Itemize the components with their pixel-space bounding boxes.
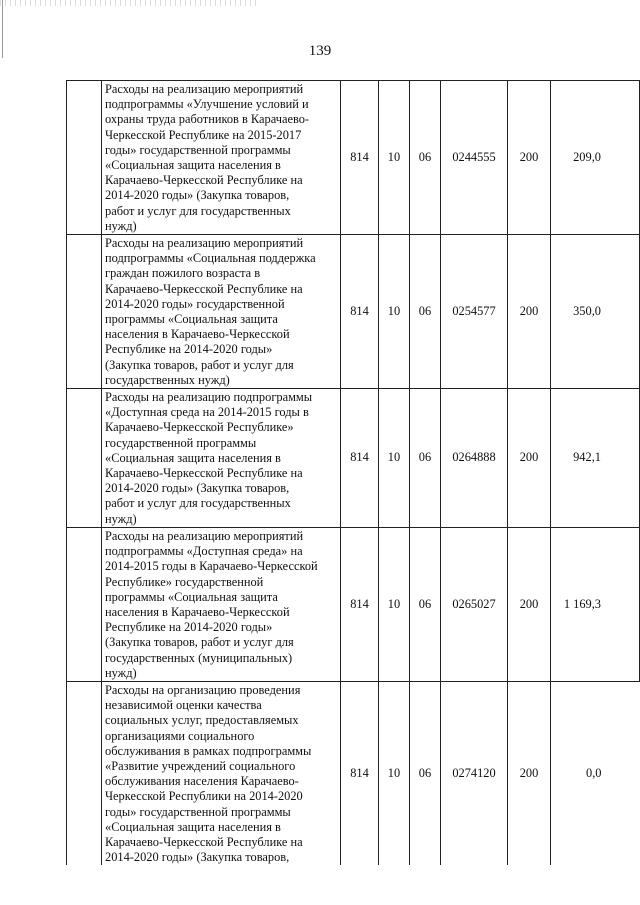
subsection-cell: 06 (410, 81, 441, 235)
admin-code-cell: 814 (341, 81, 379, 235)
table-row (67, 81, 640, 235)
amount-cell: 0,0 (551, 681, 640, 865)
description-line: работ и услуг для государственных (105, 203, 291, 218)
description-line: 2014-2015 годы в Карачаево-Черкесской (105, 559, 318, 574)
description-line: Расходы на организацию проведения (105, 682, 301, 697)
subsection-cell: 06 (410, 681, 441, 865)
expense-description-cell (102, 235, 341, 389)
admin-code-cell: 814 (341, 389, 379, 528)
description-line: подпрограммы «Доступная среда» на (105, 544, 303, 559)
amount-cell: 209,0 (551, 81, 640, 235)
description-line: «Доступная среда на 2014-2015 годы в (105, 405, 309, 420)
description-line: нужд) (105, 218, 137, 233)
description-line: Республике на 2014-2020 годы» (105, 342, 273, 357)
section-cell: 10 (379, 389, 410, 528)
description-line: социальных услуг, предоставляемых (105, 713, 299, 728)
description-line: годы» государственной программы (105, 804, 291, 819)
description-line: Карачаево-Черкесской Республике на (105, 834, 303, 849)
description-line: населения в Карачаево-Черкесской (105, 604, 290, 619)
description-line: Расходы на реализацию мероприятий (105, 82, 304, 96)
expense-description-cell (102, 389, 341, 528)
table-body (67, 81, 640, 866)
expense-type-cell: 200 (508, 681, 551, 865)
section-cell: 10 (379, 527, 410, 681)
description-line: «Социальная защита населения в (105, 158, 281, 173)
description-line: (Закупка товаров, работ и услуг для (105, 635, 294, 650)
description-line: граждан пожилого возраста в (105, 266, 261, 281)
description-line: Черкесской Республики на 2014-2020 (105, 789, 303, 804)
description-line: государственной программы (105, 435, 257, 450)
target-code-cell: 0254577 (441, 235, 508, 389)
admin-code-cell: 814 (341, 527, 379, 681)
table-row (67, 235, 640, 389)
scan-artifact (0, 0, 260, 6)
target-code-cell: 0274120 (441, 681, 508, 865)
description-line: Черкесской Республике на 2015-2017 (105, 127, 302, 142)
subsection-cell: 06 (410, 389, 441, 528)
admin-code-cell: 814 (341, 681, 379, 865)
description-line: программы «Социальная защита (105, 589, 278, 604)
description-line: подпрограммы «Улучшение условий и (105, 97, 309, 112)
page-number: 139 (308, 43, 332, 59)
row-number-cell (67, 527, 102, 681)
description-line: «Социальная защита населения в (105, 450, 281, 465)
expense-description-cell (102, 81, 341, 235)
amount-cell: 942,1 (551, 389, 640, 528)
description-line: нужд) (105, 511, 137, 526)
expense-type-cell: 200 (508, 527, 551, 681)
description-line: «Социальная защита населения в (105, 819, 281, 834)
expense-description-cell (102, 681, 341, 865)
description-line: обслуживания в рамках подпрограммы (105, 743, 312, 758)
description-line: Республике» государственной (105, 574, 264, 589)
table-row (67, 527, 640, 681)
expense-type-cell: 200 (508, 389, 551, 528)
description-line: независимой оценки качества (105, 698, 262, 713)
description-line: населения в Карачаево-Черкесской (105, 327, 290, 342)
expense-type-cell: 200 (508, 81, 551, 235)
table-row (67, 389, 640, 528)
amount-cell: 1 169,3 (551, 527, 640, 681)
description-line: Республике на 2014-2020 годы» (105, 620, 273, 635)
row-number-cell (67, 235, 102, 389)
description-line: охраны труда работников в Карачаево- (105, 112, 310, 127)
description-line: государственных (муниципальных) (105, 650, 293, 665)
expense-type-cell: 200 (508, 235, 551, 389)
section-cell: 10 (379, 81, 410, 235)
subsection-cell: 06 (410, 235, 441, 389)
description-line: Карачаево-Черкесской Республике на (105, 466, 303, 481)
description-line: 2014-2020 годы» государственной (105, 296, 285, 311)
description-line: организациями социального (105, 728, 255, 743)
description-line: Карачаево-Черкесской Республике на (105, 281, 303, 296)
description-line: обслуживания населения Карачаево- (105, 774, 299, 789)
target-code-cell: 0265027 (441, 527, 508, 681)
table-row (67, 681, 640, 865)
description-line: 2014-2020 годы» (Закупка товаров, (105, 481, 290, 496)
description-line: работ и услуг для государственных (105, 496, 291, 511)
section-cell: 10 (379, 681, 410, 865)
target-code-cell: 0264888 (441, 389, 508, 528)
description-line: (Закупка товаров, работ и услуг для (105, 357, 294, 372)
row-number-cell (67, 681, 102, 865)
amount-cell: 350,0 (551, 235, 640, 389)
description-line: Карачаево-Черкесской Республике на (105, 173, 303, 188)
section-cell: 10 (379, 235, 410, 389)
description-line: государственных нужд) (105, 372, 230, 387)
expense-description-cell (102, 527, 341, 681)
description-line: годы» государственной программы (105, 142, 291, 157)
budget-table (66, 80, 640, 865)
target-code-cell: 0244555 (441, 81, 508, 235)
description-line: подпрограммы «Социальная поддержка (105, 251, 316, 266)
description-line: Расходы на реализацию подпрограммы (105, 390, 313, 405)
description-line: нужд) (105, 665, 137, 680)
admin-code-cell: 814 (341, 235, 379, 389)
description-line: «Развитие учреждений социального (105, 758, 296, 773)
description-line: программы «Социальная защита (105, 312, 278, 327)
description-line: Расходы на реализацию мероприятий (105, 236, 304, 251)
description-line: Расходы на реализацию мероприятий (105, 528, 304, 543)
row-number-cell (67, 81, 102, 235)
subsection-cell: 06 (410, 527, 441, 681)
row-number-cell (67, 389, 102, 528)
description-line: 2014-2020 годы» (Закупка товаров, (105, 188, 290, 203)
description-line: 2014-2020 годы» (Закупка товаров, (105, 850, 290, 865)
description-line: Карачаево-Черкесской Республике» (105, 420, 294, 435)
